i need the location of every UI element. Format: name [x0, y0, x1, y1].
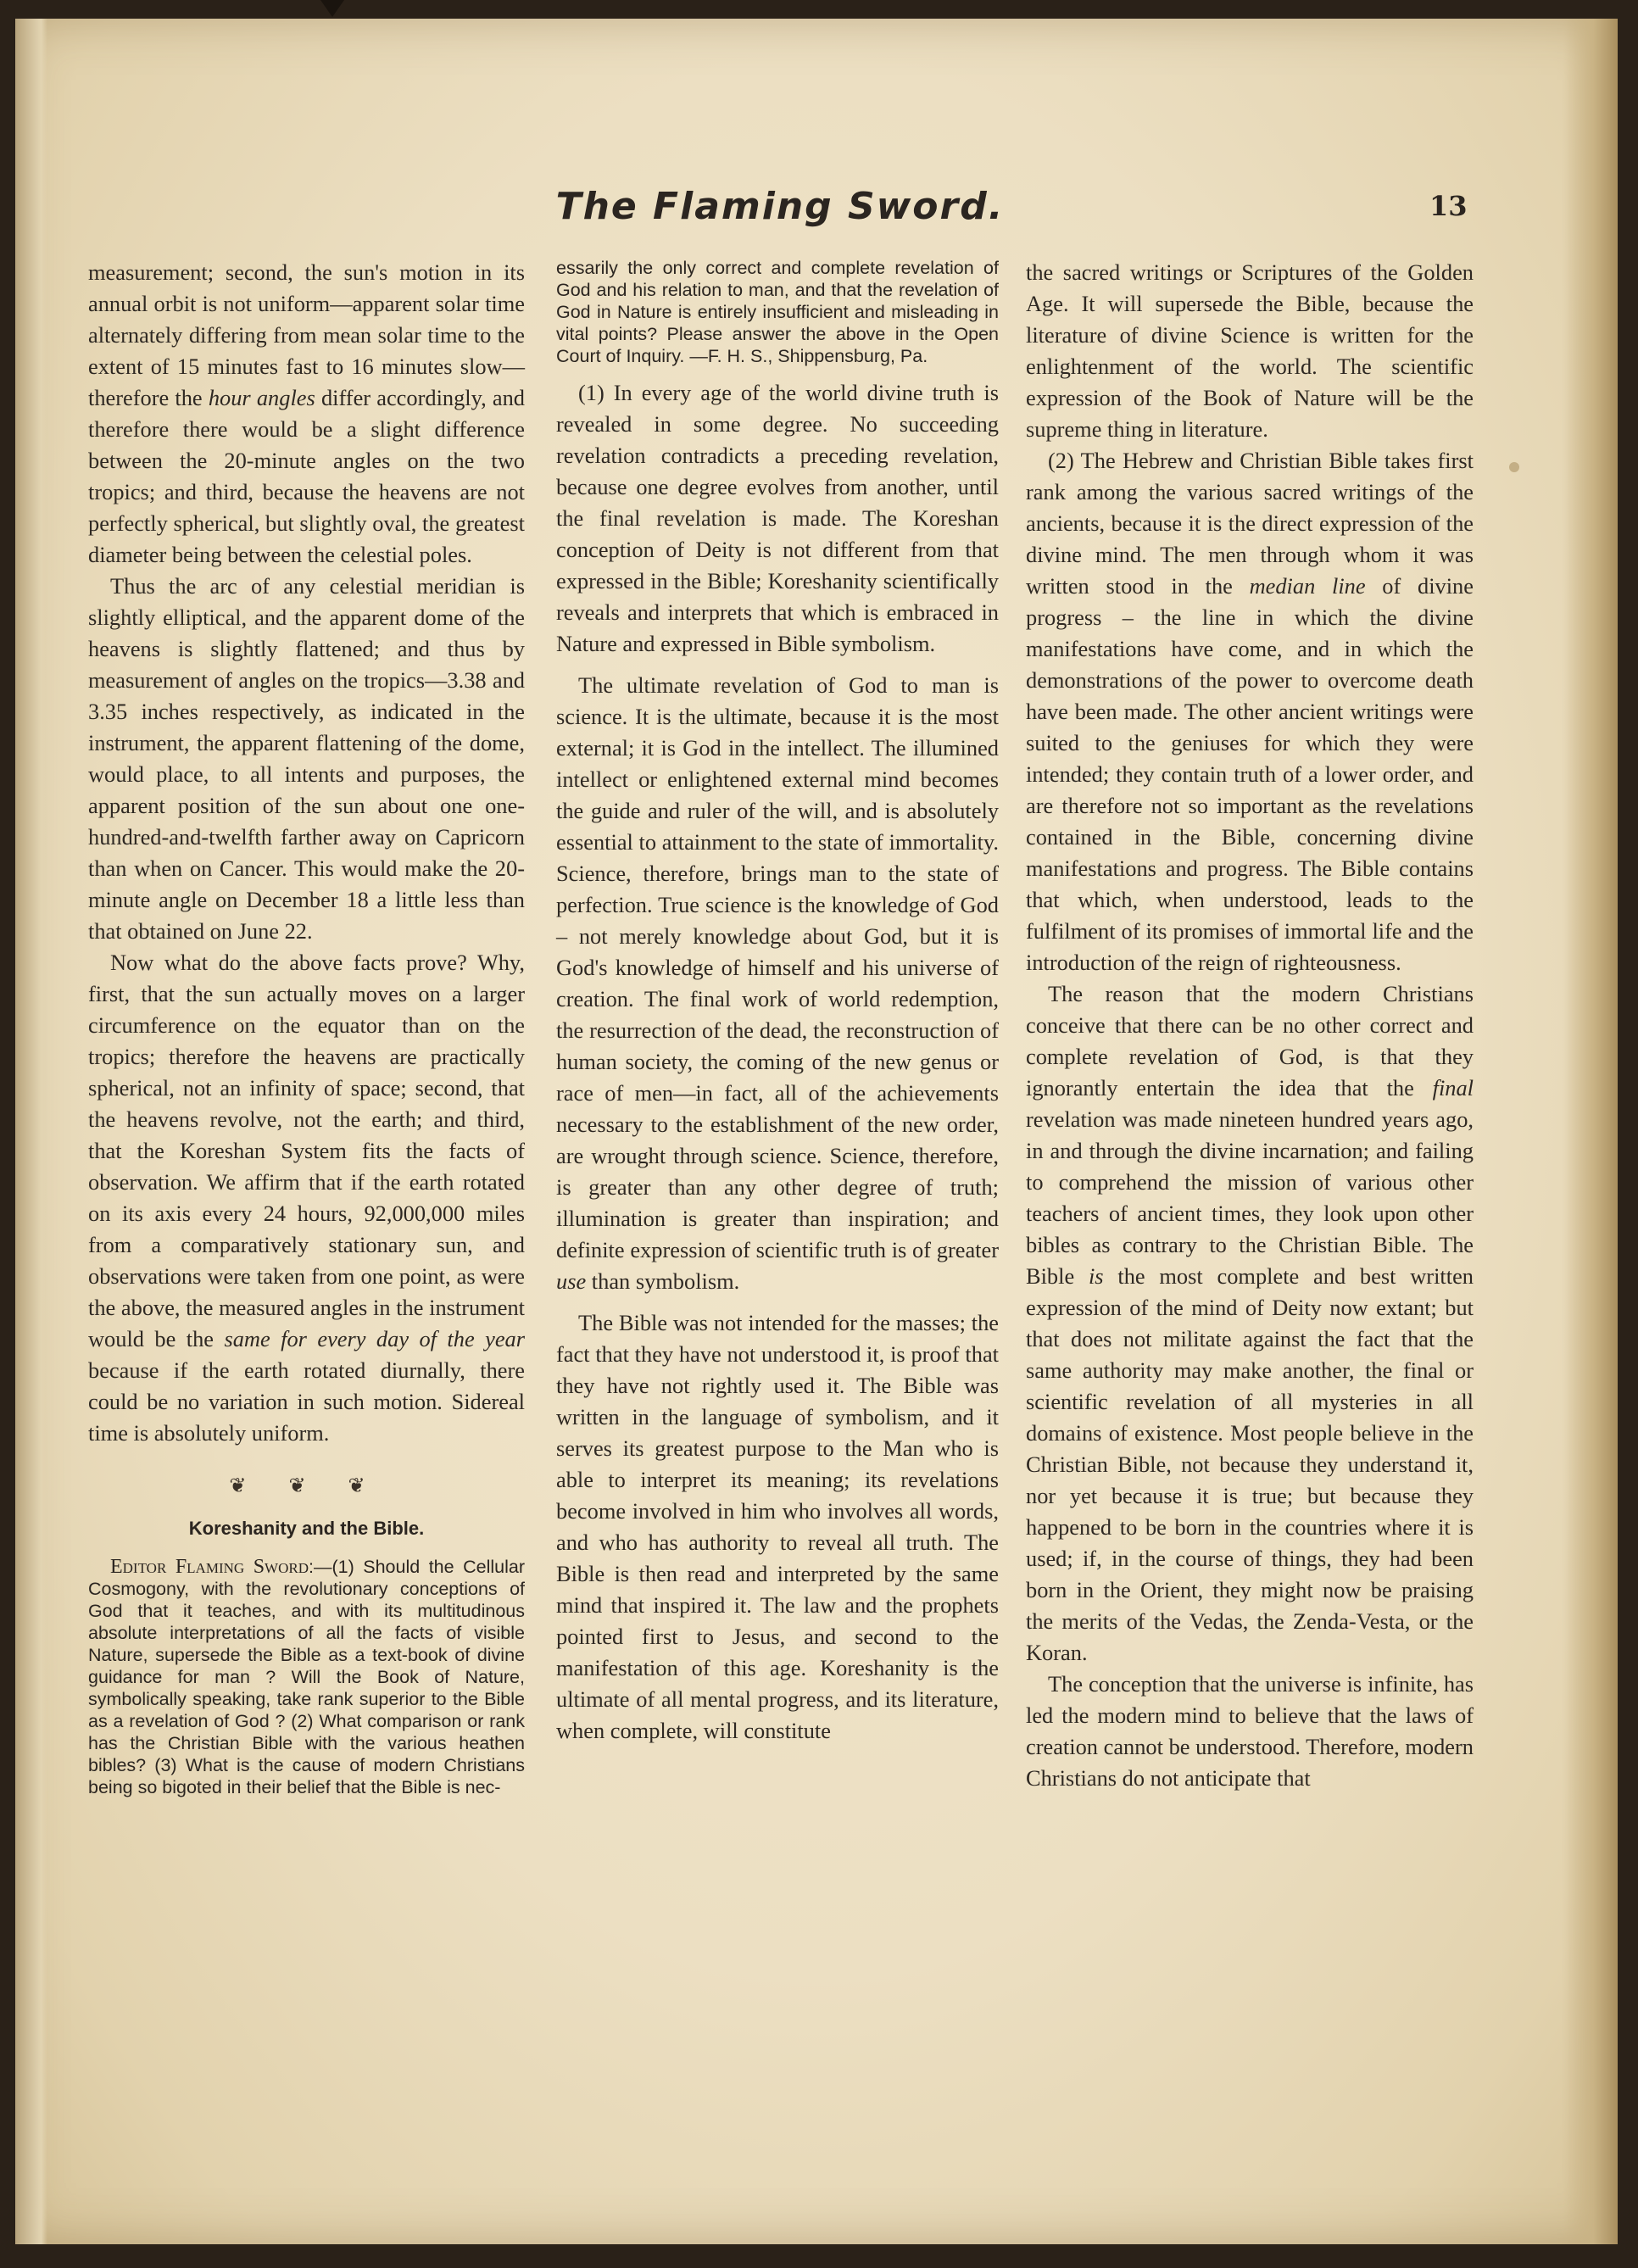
page-number: 13: [1429, 190, 1468, 222]
page-binding-shadow: [15, 19, 47, 2244]
letter-salutation: Editor Flaming Sword: [110, 1556, 309, 1578]
paragraph: the sacred writings or Scriptures of the Golden Age. It will supersede the Bible, because the literature of divine Science is written for the enlightenment of the world. The scientific expression of the Book of Nature will be the supreme thing in literature.: [1026, 259, 1474, 442]
paper-spot: [1509, 462, 1519, 472]
italic-text: final: [1432, 1075, 1474, 1101]
paragraph: [88, 257, 525, 571]
italic-text: is: [1088, 1263, 1104, 1289]
paragraph: [556, 670, 999, 1297]
paragraph: [1026, 445, 1474, 978]
paragraph: The Bible was not intended for the masses; the fact that they have not understood it, is proof that they have not rightly used it. The Bible was written in the language of symbolism, and it serves its greatest purpose to the Man who is able to interpret its meaning; its revelations become involved in him who involves all words, and who has authority to reveal all truth. The Bible is then read and interpreted by the same mind that inspired it. The law and the prophets pointed first to Jesus, and second to the manifestation of this age. Koreshanity is the ultimate of all mental progress, and its literature, when complete, will constitute: [556, 1310, 999, 1743]
text-run: The reason that the modern Christians conceive that there can be no other correct and complete revelation of God, is that they ignorantly entertain the idea that the: [1026, 981, 1474, 1101]
text-run: differ accordingly, and therefore there would be a slight difference between the 20-minute angles on the two tropics; and third, because the heavens are not perfectly spherical, but slightly oval, the greatest diameter being between the celestial poles.: [88, 385, 525, 567]
text-run: measurement; second, the sun's motion in its annual orbit is not uniform—apparent solar time alternately differing from mean solar time to the extent of 15 minutes fast to 16 minutes slow—therefore the: [88, 259, 525, 410]
paragraph: [1026, 978, 1474, 1669]
italic-text: same for every day of the year: [224, 1326, 526, 1351]
italic-text: median line: [1249, 573, 1366, 599]
text-run: revelation was made nineteen hundred years ago, in and through the divine incarnation; and failing to comprehend the mission of various other teachers of ancient times, they look upon other bibles as contrary to the Christian Bible. The Bible: [1026, 1106, 1474, 1289]
paragraph: [88, 947, 525, 1449]
text-run: Now what do the above facts prove? Why, first, that the sun actually moves on a larger circumference on the equator than on the tropics; therefore the heavens are practically spherical, not an infinity of space; second, that the heavens revolve, not the earth; and third, that the Koreshan System fits the facts of observation. We affirm that if the earth rotated on its axis every 24 hours, 92,000,000 miles from a comparatively stationary sun, and observations were taken from one point, as were the above, the measured angles in the instrument would be the: [88, 950, 525, 1351]
italic-text: use: [556, 1268, 587, 1294]
column-1: [88, 257, 525, 1798]
text-run: of divine progress – the line in which the divine manifestations have come, and in which the demonstrations of the power to overcome death have been made. The other ancient writings were suited to the geniuses for which they were intended; they contain truth of a lower order, and are therefore not so important as the revelations contained in the Bible, concerning divine manifestations and progress. The Bible contains that which, when understood, leads to the fulfilment of its promises of immortal life and the introduction of the reign of righteousness.: [1026, 573, 1474, 975]
column-2: [556, 257, 999, 1747]
column-3: [1026, 257, 1474, 1794]
ornament-divider: ❦ ❦ ❦: [229, 1475, 384, 1497]
text-run: the most complete and best written expression of the mind of Deity now extant; but that does not militate against the fact that the same authority may make another, the final or scientific revelation of all mysteries in all domains of existence. Most people believe in the Christian Bible, not because they understand it, nor yet because it is true; but because they happened to be born in the countries where it is used; if, in the course of things, they had been born in the Orient, they might now be praising the merits of the Vedas, the Zenda-Vesta, or the Koran.: [1026, 1263, 1474, 1665]
paragraph: The conception that the universe is infinite, has led the modern mind to believe that the laws of creation cannot be understood. Therefore, modern Christians do not anticipate that: [1026, 1671, 1474, 1791]
text-run: The ultimate revelation of God to man is science. It is the ultimate, because it is the most external; it is God in the intellect. The illumined intellect or enlightened external mind becomes the guide and ruler of the will, and is absolutely essential to attainment to the state of immortality. Science, therefore, brings man to the state of perfection. True science is the knowledge of God – not merely knowledge about God, but it is God's knowledge of himself and his universe of creation. The final work of world redemption, the resurrection of the dead, the reconstruction of human society, the coming of the new genus or race of men—in fact, all of the achievements necessary to the establishment of the new order, are wrought through science. Science, therefore, is greater than any other degree of truth; illumination is greater than inspiration; and definite expression of scientific truth is of greater: [556, 672, 999, 1262]
section-heading: Koreshanity and the Bible.: [188, 1518, 425, 1539]
paragraph: (1) In every age of the world divine truth is revealed in some degree. No succeeding revelation contradicts a preceding revelation, because one degree evolves from another, until the final revelation is made. The Koreshan conception of Deity is not different from that expressed in the Bible; Koreshanity scientifically reveals and interprets that which is embraced in Nature and expressed in Bible symbolism.: [556, 380, 999, 656]
journal-title: The Flaming Sword.: [555, 185, 1005, 228]
text-run: than symbolism.: [586, 1268, 740, 1294]
bookmark-notch: [320, 0, 344, 17]
letter-paragraph: [88, 1556, 525, 1798]
letter-text: :—(1) Should the Cellular Cosmogony, with the revolutionary conceptions of God that it teaches, and with its multitudinous absolute interpretations of all the facts of visible Nature, supersede the Bible as a text-book of divine guidance for man ? Will the Book of Nature, symbolically speaking, take rank superior to the Bible as a revelation of God ? (2) What comparison or rank has the Christian Bible with the various heathen bibles? (3) What is the cause of modern Christians being so bigoted in their belief that the Bible is nec-: [88, 1557, 525, 1797]
paragraph: Thus the arc of any celestial meridian is slightly elliptical, and the apparent dome of the heavens is slightly flattened; and thus by measurement of angles on the tropics—3.38 and 3.35 inches respectively, as indicated in the instrument, the apparent flattening of the dome, would place, to all intents and purposes, the apparent position of the sun about one one-hundred-and-twelfth farther away on Capricorn than when on Cancer. This would make the 20-minute angle on December 18 a little less than that obtained on June 22.: [88, 573, 525, 944]
text-run: because if the earth rotated diurnally, there could be no variation in such motion. Sidereal time is absolutely uniform.: [88, 1357, 525, 1446]
letter-paragraph: essarily the only correct and complete revelation of God and his relation to man, and that the revelation of God in Nature is entirely insufficient and misleading in vital points? Please answer the above in the Open Court of Inquiry. —F. H. S., Shippensburg, Pa.: [556, 258, 999, 366]
italic-text: hour angles: [208, 385, 315, 410]
page-edge-shadow: [1563, 19, 1618, 2244]
running-header: [0, 185, 1638, 244]
text-run: (2) The Hebrew and Christian Bible takes first rank among the various sacred writings of the ancients, because it is the direct expression of the divine mind. The men through whom it was written stood in the: [1026, 448, 1474, 599]
